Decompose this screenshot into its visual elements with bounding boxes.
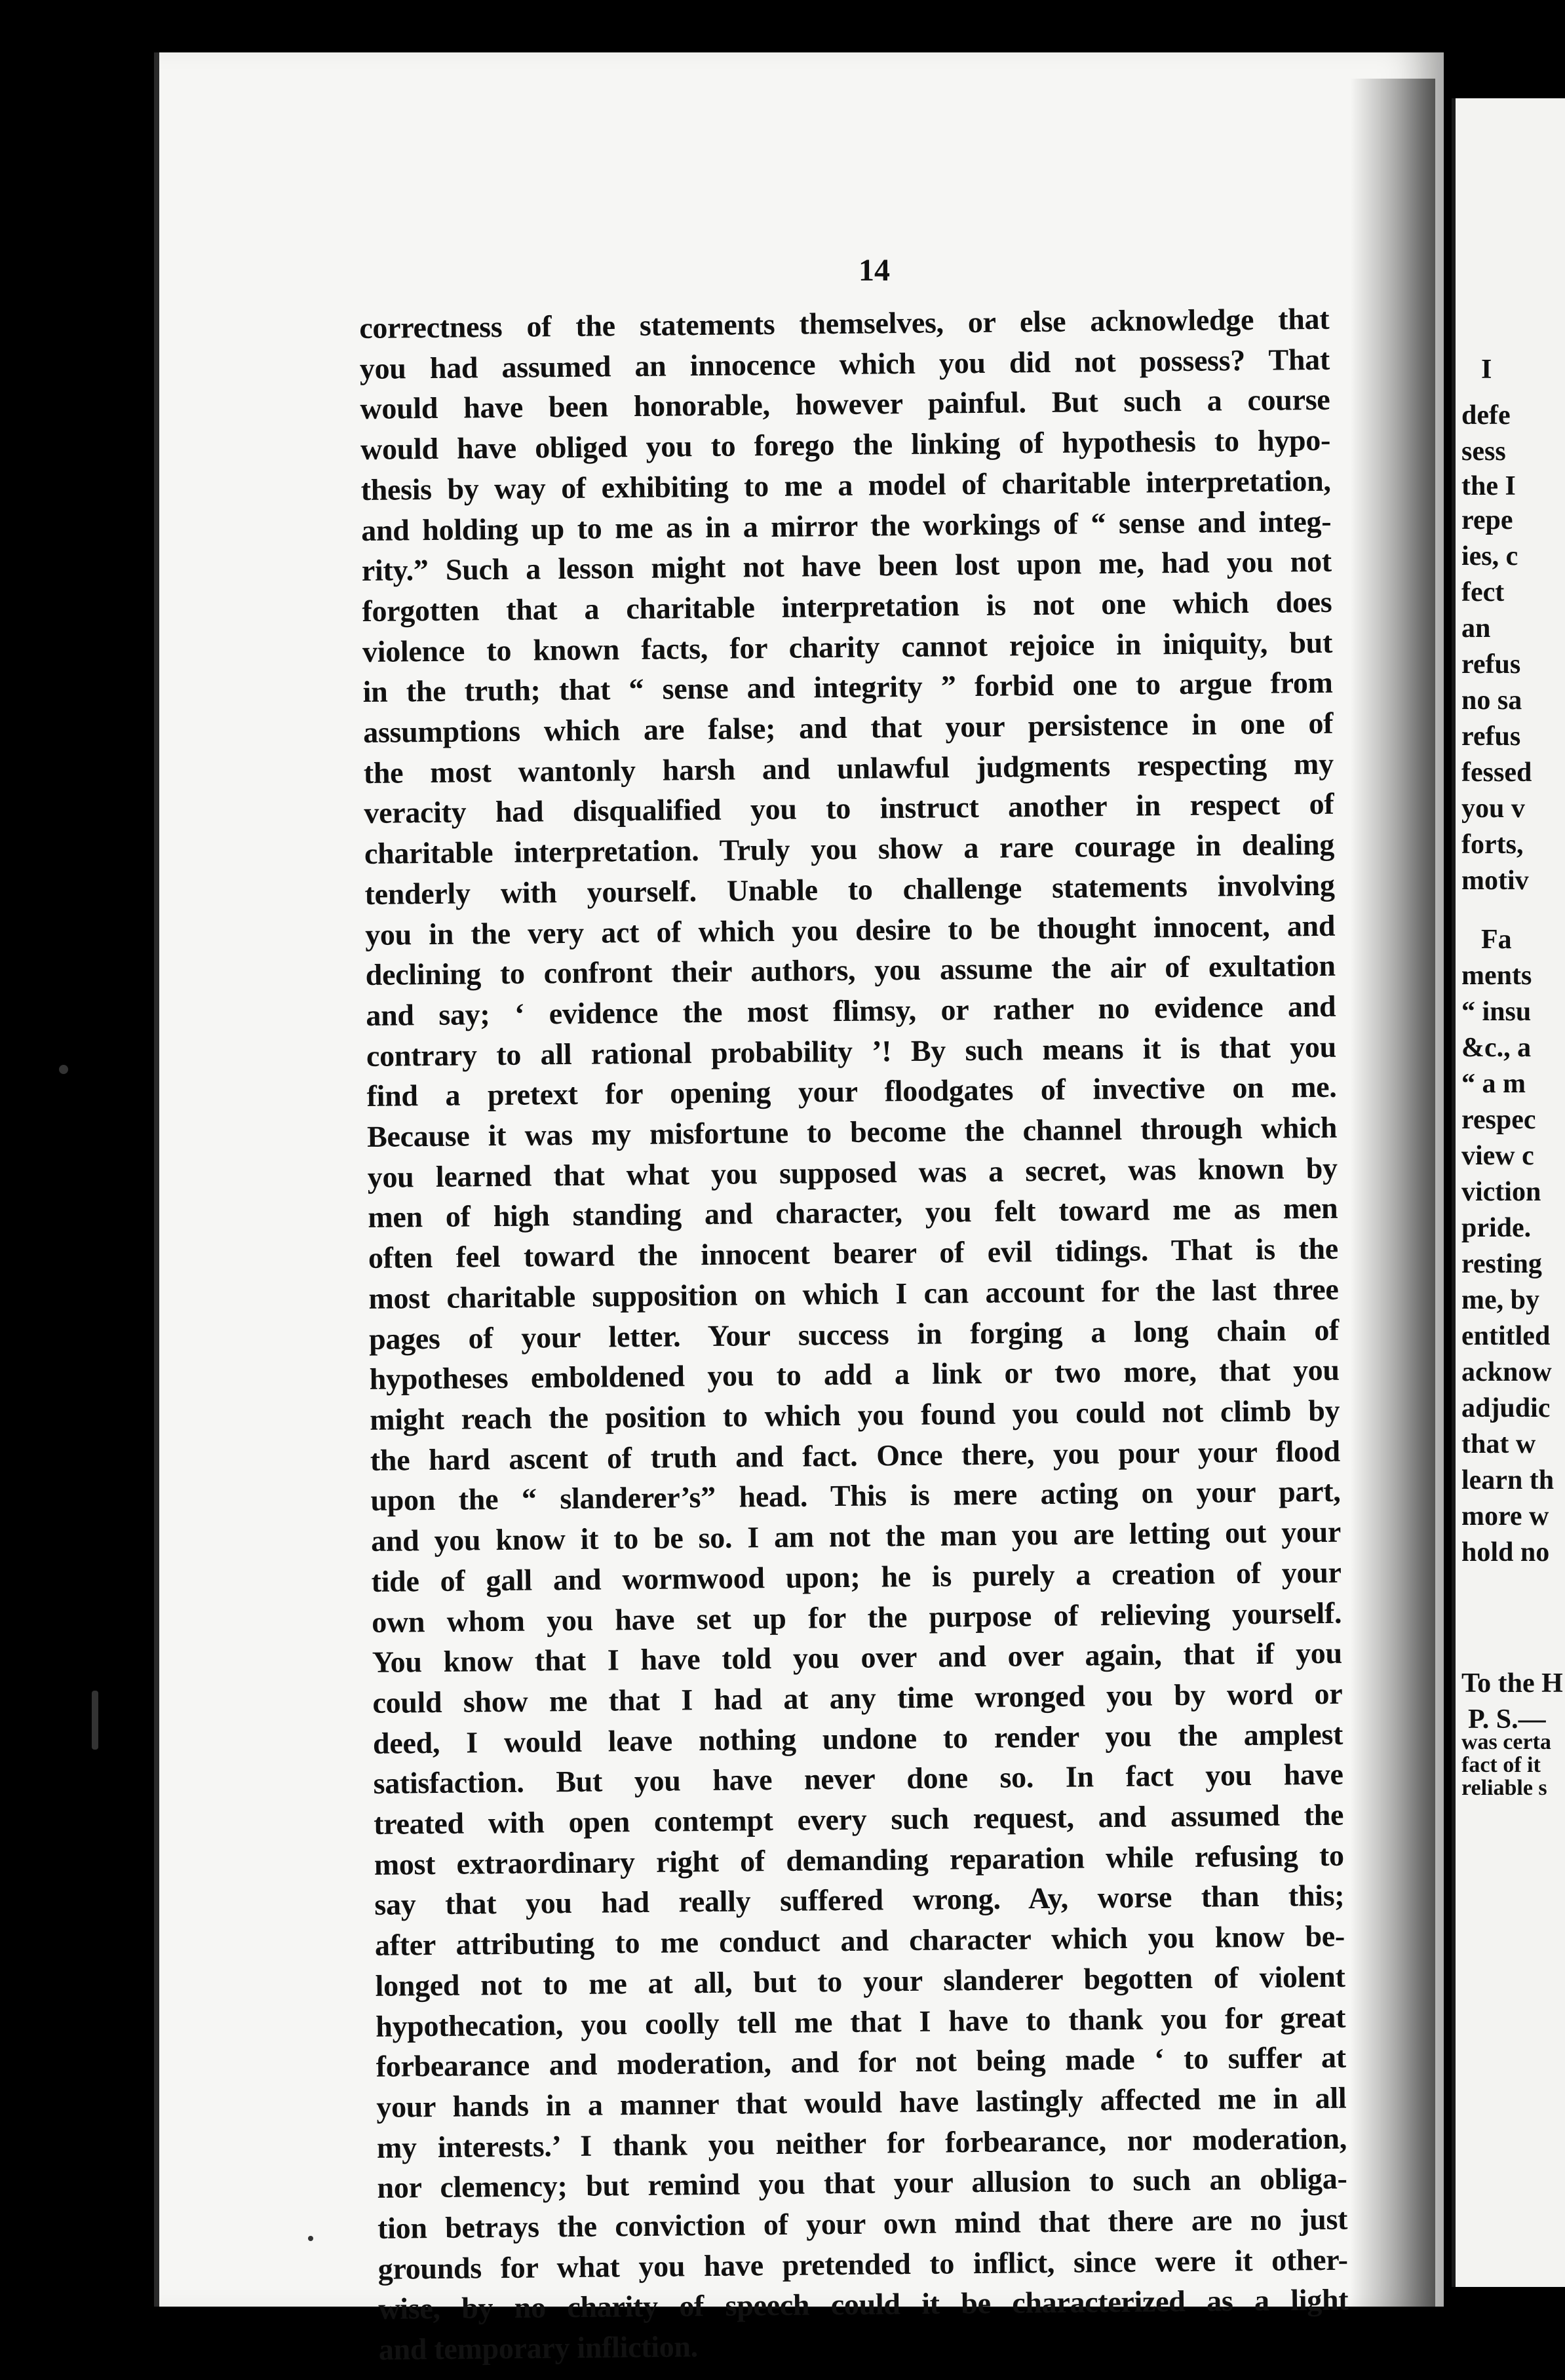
- text-line: grounds for what you have pretended to inflict, since were it other-: [377, 2242, 1348, 2286]
- text-line: often feel toward the innocent bearer of evil tidings. That is the: [368, 1231, 1339, 1275]
- text-line: my interests.’ I thank you neither for forbearance, nor moderation,: [376, 2121, 1347, 2164]
- text-line: tion betrays the conviction of your own mind that there are no just: [377, 2202, 1348, 2245]
- right-page-fragment: P. S.—: [1468, 1704, 1546, 1735]
- text-line: veracity had disqualified you to instruct another in respect of: [364, 787, 1334, 830]
- right-page-fragment: refus: [1461, 721, 1521, 752]
- right-page-fragment: &c., a: [1461, 1033, 1532, 1063]
- page-number: 14: [859, 253, 890, 288]
- right-page-fragment: pride.: [1461, 1213, 1532, 1243]
- right-page-fragment: “ insu: [1461, 997, 1532, 1027]
- right-page-fragment: motiv: [1461, 866, 1529, 896]
- text-line: say that you had really suffered wrong. Ay, worse than this;: [374, 1879, 1345, 1922]
- right-page-fragment: sess: [1461, 436, 1506, 467]
- text-line: and say; ‘ evidence the most flimsy, or rather no evidence and: [366, 989, 1336, 1032]
- text-line: could show me that I had at any time wronged you by word or: [372, 1676, 1343, 1719]
- text-line: longed not to me at all, but to your slanderer begotten of violent: [375, 1959, 1345, 2003]
- right-page-fragment: Fa: [1481, 925, 1512, 955]
- right-page-fragment: no sa: [1461, 685, 1522, 716]
- right-page-fragment: fessed: [1461, 758, 1532, 788]
- text-line: tenderly with yourself. Unable to challenge statements involving: [364, 868, 1335, 911]
- right-page-fragment: view c: [1461, 1141, 1534, 1171]
- text-line: in the truth; that “ sense and integrity ” forbid one to argue from: [362, 666, 1333, 709]
- text-line: the hard ascent of truth and fact. Once there, you pour your flood: [370, 1434, 1341, 1477]
- text-line: forgotten that a charitable interpretation is not one which does: [362, 585, 1332, 628]
- text-line: satisfaction. But you have never done so. In fact you have: [373, 1757, 1343, 1801]
- body-paragraph: [359, 299, 1349, 2370]
- right-page-fragment: me, by: [1461, 1285, 1539, 1315]
- text-line: tide of gall and wormwood upon; he is purely a creation of your: [371, 1555, 1342, 1598]
- text-line: most extraordinary right of demanding reparation while refusing to: [374, 1838, 1344, 1881]
- text-line: after attributing to me conduct and character which you know be-: [374, 1919, 1345, 1963]
- scan-speck: [308, 2236, 313, 2241]
- text-line: most charitable supposition on which I can account for the last three: [368, 1272, 1339, 1315]
- right-page-fragment: adjudic: [1461, 1393, 1551, 1423]
- text-line: hypotheses emboldened you to add a link or two more, that you: [369, 1353, 1340, 1396]
- text-line: you had assumed an innocence which you did not possess? That: [359, 342, 1330, 385]
- right-page-fragment: an: [1461, 613, 1491, 643]
- text-line: deed, I would leave nothing undone to render you the amplest: [372, 1717, 1343, 1760]
- text-line: thesis by way of exhibiting to me a model of charitable interpretation,: [360, 463, 1331, 507]
- text-line: nor clemency; but remind you that your allusion to such an obliga-: [377, 2162, 1347, 2205]
- right-page-fragment: was certa: [1461, 1730, 1551, 1754]
- right-page-fragment: viction: [1461, 1177, 1541, 1207]
- text-line: assumptions which are false; and that your persistence in one of: [362, 706, 1334, 750]
- text-line: and you know it to be so. I am not the man you are letting out your: [370, 1514, 1342, 1558]
- right-page-fragment: fact of it: [1461, 1753, 1541, 1777]
- text-line: the most wantonly harsh and unlawful judgments respecting my: [363, 746, 1334, 790]
- text-line: violence to known facts, for charity cannot rejoice in iniquity, but: [362, 625, 1333, 668]
- text-line: Because it was my misfortune to become the channel through which: [366, 1110, 1338, 1154]
- text-line: and temporary infliction.: [378, 2330, 699, 2367]
- right-page-fragment: you v: [1461, 794, 1525, 824]
- text-line: and holding up to me as in a mirror the workings of “ sense and integ-: [361, 504, 1332, 547]
- text-line: own whom you have set up for the purpose of relieving yourself.: [372, 1596, 1342, 1639]
- scan-mark: [92, 1691, 98, 1750]
- right-page-fragment: repe: [1461, 505, 1513, 535]
- text-line: forbearance and moderation, and for not being made ‘ to suffer at: [376, 2040, 1346, 2084]
- right-page-fragment: reliable s: [1461, 1776, 1547, 1800]
- text-line: rity.” Such a lesson might not have been lost upon me, had you not: [361, 544, 1332, 588]
- right-page-fragment: entitled: [1461, 1321, 1551, 1351]
- text-line: declining to confront their authors, you assume the air of exultation: [365, 948, 1336, 992]
- text-line: would have been honorable, however painful. But such a course: [360, 383, 1330, 426]
- right-page-fragment: refus: [1461, 649, 1521, 680]
- right-page-fragment: forts,: [1461, 830, 1524, 860]
- text-line: would have obliged you to forego the linking of hypothesis to hypo-: [360, 423, 1331, 467]
- right-page-fragment: the I: [1461, 471, 1516, 501]
- right-page-fragment: acknow: [1461, 1357, 1552, 1387]
- right-page-fragment: “ a m: [1461, 1069, 1526, 1099]
- text-line: might reach the position to which you found you could not climb by: [370, 1393, 1340, 1436]
- text-line: you learned that what you supposed was a secret, was known by: [367, 1151, 1338, 1194]
- text-line: correctness of the statements themselves, or else acknowledge that: [359, 301, 1330, 345]
- right-page-fragment: ments: [1461, 961, 1532, 991]
- right-page-fragment: hold no: [1461, 1537, 1550, 1567]
- right-page-fragment: fect: [1461, 577, 1505, 607]
- scan-speck: [59, 1065, 68, 1074]
- text-line: wise, by no charity of speech could it be characterized as a light: [378, 2283, 1349, 2326]
- right-page-fragment: resting: [1461, 1249, 1542, 1279]
- right-page-fragment: that w: [1461, 1429, 1536, 1459]
- text-line: hypothecation, you coolly tell me that I have to thank you for great: [375, 2000, 1346, 2043]
- text-line: charitable interpretation. Truly you show a rare courage in dealing: [364, 827, 1335, 871]
- text-line: upon the “ slanderer’s” head. This is mere acting on your part,: [370, 1474, 1341, 1518]
- right-page-fragment: more w: [1461, 1501, 1549, 1531]
- text-line: you in the very act of which you desire to be thought innocent, and: [364, 908, 1336, 951]
- right-page-fragment: learn th: [1461, 1465, 1555, 1495]
- text-line: pages of your letter. Your success in forging a long chain of: [368, 1313, 1340, 1356]
- text-line: your hands in a manner that would have lastingly affected me in all: [376, 2081, 1347, 2124]
- right-page-fragment: ies, c: [1461, 541, 1518, 571]
- text-line: find a pretext for opening your floodgates of invective on me.: [366, 1070, 1337, 1113]
- right-page-fragment: respec: [1461, 1105, 1536, 1135]
- text-line: treated with open contempt every such request, and assumed the: [373, 1797, 1344, 1841]
- right-page-fragment: defe: [1461, 400, 1511, 431]
- text-line: contrary to all rational probability ’! By such means it is that you: [366, 1029, 1337, 1073]
- text-line: men of high standing and character, you felt toward me as men: [368, 1191, 1338, 1235]
- text-line: You know that I have told you over and over again, that if you: [372, 1636, 1343, 1679]
- right-page-fragment: To the H: [1461, 1668, 1563, 1699]
- right-page-fragment: I: [1481, 355, 1492, 385]
